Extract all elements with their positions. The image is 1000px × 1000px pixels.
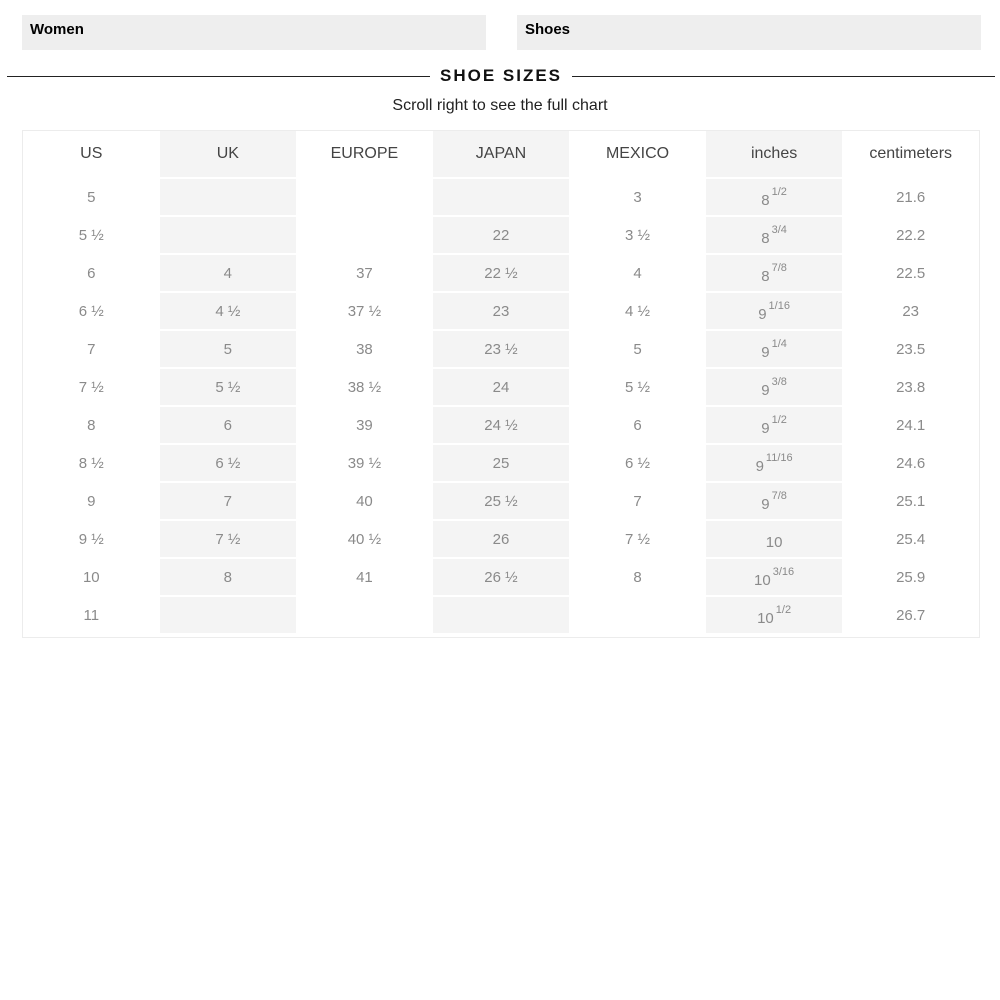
table-row xyxy=(23,597,979,635)
cell-europe: 41 xyxy=(296,559,433,597)
inches-fraction: 3/8 xyxy=(771,375,787,388)
cell-centimeters: 22.5 xyxy=(842,255,979,293)
column-header-japan: JAPAN xyxy=(433,131,570,179)
cell-us: 5 xyxy=(23,179,160,217)
size-chart-table xyxy=(23,131,979,635)
cell-uk: 4 xyxy=(160,255,297,293)
cell-uk xyxy=(160,597,297,635)
inches-fraction: 7/8 xyxy=(771,489,787,502)
cell-inches xyxy=(706,483,843,521)
cell-mexico: 6 xyxy=(569,407,706,445)
cell-us: 7 ½ xyxy=(23,369,160,407)
cell-centimeters: 23.5 xyxy=(842,331,979,369)
cell-uk xyxy=(160,217,297,255)
cell-centimeters: 21.6 xyxy=(842,179,979,217)
cell-us: 11 xyxy=(23,597,160,635)
cell-inches xyxy=(706,407,843,445)
gender-selector-label: Women xyxy=(30,21,84,38)
cell-mexico: 5 xyxy=(569,331,706,369)
cell-uk: 5 ½ xyxy=(160,369,297,407)
inches-whole: 9 xyxy=(761,381,770,399)
cell-japan xyxy=(433,179,570,217)
cell-us: 7 xyxy=(23,331,160,369)
inches-whole: 9 xyxy=(758,305,767,323)
cell-mexico xyxy=(569,597,706,635)
table-row xyxy=(23,483,979,521)
column-header-mexico: MEXICO xyxy=(569,131,706,179)
cell-uk: 4 ½ xyxy=(160,293,297,331)
page-title: SHOE SIZES xyxy=(439,66,563,85)
cell-mexico: 3 xyxy=(569,179,706,217)
cell-mexico: 4 ½ xyxy=(569,293,706,331)
inches-fraction: 7/8 xyxy=(771,261,787,274)
cell-japan: 22 ½ xyxy=(433,255,570,293)
cell-us: 6 xyxy=(23,255,160,293)
inches-whole: 9 xyxy=(761,419,770,437)
cell-us: 8 xyxy=(23,407,160,445)
table-header-row xyxy=(23,131,979,179)
cell-japan: 23 ½ xyxy=(433,331,570,369)
table-body xyxy=(23,179,979,635)
column-header-europe: EUROPE xyxy=(296,131,433,179)
cell-inches xyxy=(706,559,843,597)
cell-centimeters: 25.4 xyxy=(842,521,979,559)
column-header-centimeters: centimeters xyxy=(842,131,979,179)
column-header-inches: inches xyxy=(706,131,843,179)
cell-europe: 40 ½ xyxy=(296,521,433,559)
cell-centimeters: 22.2 xyxy=(842,217,979,255)
cell-us: 9 xyxy=(23,483,160,521)
table-row xyxy=(23,445,979,483)
inches-fraction: 1/16 xyxy=(768,299,790,312)
cell-europe: 40 xyxy=(296,483,433,521)
cell-japan: 25 xyxy=(433,445,570,483)
cell-inches xyxy=(706,597,843,635)
category-selector-label: Shoes xyxy=(525,21,571,38)
cell-europe xyxy=(296,597,433,635)
cell-inches xyxy=(706,445,843,483)
cell-centimeters: 23.8 xyxy=(842,369,979,407)
cell-europe xyxy=(296,179,433,217)
cell-us: 8 ½ xyxy=(23,445,160,483)
cell-japan: 26 xyxy=(433,521,570,559)
cell-uk: 6 ½ xyxy=(160,445,297,483)
inches-fraction: 1/2 xyxy=(771,413,787,426)
cell-centimeters: 24.1 xyxy=(842,407,979,445)
table-row xyxy=(23,369,979,407)
cell-europe xyxy=(296,217,433,255)
cell-uk: 8 xyxy=(160,559,297,597)
cell-mexico: 7 ½ xyxy=(569,521,706,559)
inches-fraction: 1/2 xyxy=(771,185,787,198)
cell-uk: 6 xyxy=(160,407,297,445)
cell-uk: 7 xyxy=(160,483,297,521)
cell-mexico: 3 ½ xyxy=(569,217,706,255)
cell-centimeters: 25.1 xyxy=(842,483,979,521)
cell-japan: 24 ½ xyxy=(433,407,570,445)
section-heading xyxy=(7,64,995,88)
column-header-uk: UK xyxy=(160,131,297,179)
cell-mexico: 6 ½ xyxy=(569,445,706,483)
gender-selector[interactable] xyxy=(22,15,486,50)
cell-uk: 5 xyxy=(160,331,297,369)
cell-mexico: 8 xyxy=(569,559,706,597)
cell-mexico: 7 xyxy=(569,483,706,521)
cell-inches xyxy=(706,293,843,331)
cell-us: 6 ½ xyxy=(23,293,160,331)
inches-whole: 9 xyxy=(761,343,770,361)
table-row xyxy=(23,331,979,369)
cell-inches xyxy=(706,331,843,369)
cell-inches xyxy=(706,179,843,217)
cell-europe: 37 xyxy=(296,255,433,293)
table-row xyxy=(23,179,979,217)
cell-uk xyxy=(160,179,297,217)
inches-whole: 10 xyxy=(757,609,774,627)
cell-europe: 39 xyxy=(296,407,433,445)
cell-europe: 38 ½ xyxy=(296,369,433,407)
scroll-hint: Scroll right to see the full chart xyxy=(392,97,608,114)
cell-japan: 26 ½ xyxy=(433,559,570,597)
cell-centimeters: 26.7 xyxy=(842,597,979,635)
inches-fraction: 11/16 xyxy=(765,451,793,464)
cell-europe: 38 xyxy=(296,331,433,369)
table-row xyxy=(23,559,979,597)
cell-japan: 24 xyxy=(433,369,570,407)
cell-europe: 37 ½ xyxy=(296,293,433,331)
cell-centimeters: 24.6 xyxy=(842,445,979,483)
cell-us: 5 ½ xyxy=(23,217,160,255)
inches-whole: 8 xyxy=(761,267,770,285)
inches-fraction: 3/4 xyxy=(771,223,787,236)
cell-uk: 7 ½ xyxy=(160,521,297,559)
table-row xyxy=(23,217,979,255)
table-row xyxy=(23,293,979,331)
inches-fraction: 1/2 xyxy=(775,603,792,616)
inches-whole: 9 xyxy=(761,495,770,513)
inches-whole: 10 xyxy=(765,533,783,551)
table-row xyxy=(23,407,979,445)
cell-mexico: 4 xyxy=(569,255,706,293)
cell-japan xyxy=(433,597,570,635)
cell-us: 10 xyxy=(23,559,160,597)
cell-japan: 25 ½ xyxy=(433,483,570,521)
cell-centimeters: 23 xyxy=(842,293,979,331)
category-selector[interactable] xyxy=(517,15,981,50)
cell-mexico: 5 ½ xyxy=(569,369,706,407)
cell-inches xyxy=(706,255,843,293)
cell-inches xyxy=(706,217,843,255)
cell-centimeters: 25.9 xyxy=(842,559,979,597)
inches-fraction: 3/16 xyxy=(772,565,795,578)
heading-rule-left xyxy=(7,76,430,77)
cell-us: 9 ½ xyxy=(23,521,160,559)
cell-europe: 39 ½ xyxy=(296,445,433,483)
inches-whole: 8 xyxy=(761,229,770,247)
cell-inches xyxy=(706,369,843,407)
inches-whole: 8 xyxy=(761,191,770,209)
cell-japan: 23 xyxy=(433,293,570,331)
cell-japan: 22 xyxy=(433,217,570,255)
size-chart-container[interactable] xyxy=(22,130,980,638)
inches-fraction: 1/4 xyxy=(771,337,787,350)
inches-whole: 10 xyxy=(754,571,771,589)
table-row xyxy=(23,255,979,293)
inches-whole: 9 xyxy=(755,457,764,475)
column-header-us: US xyxy=(23,131,160,179)
table-row xyxy=(23,521,979,559)
cell-inches xyxy=(706,521,843,559)
heading-rule-right xyxy=(572,76,995,77)
